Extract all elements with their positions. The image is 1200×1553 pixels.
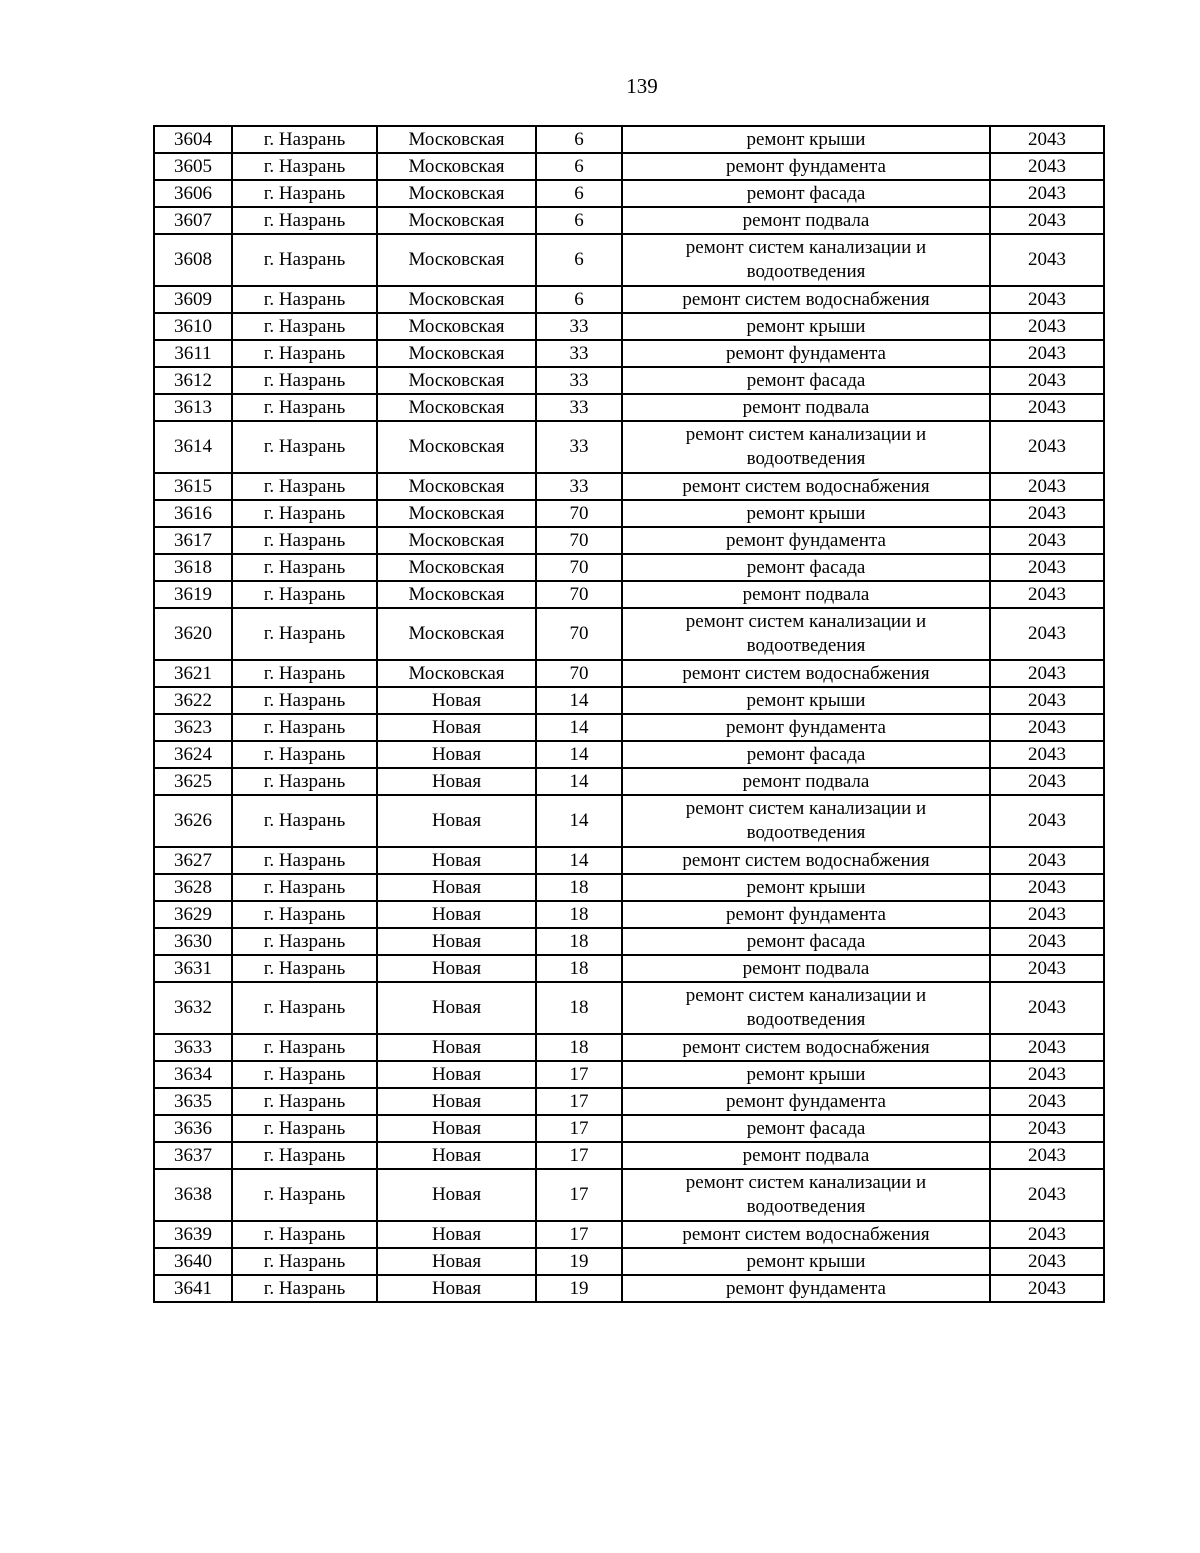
cell-house-number: 19 — [536, 1248, 622, 1275]
cell-street: Московская — [377, 313, 536, 340]
cell-year: 2043 — [990, 1061, 1104, 1088]
cell-work-type: ремонт крыши — [622, 313, 990, 340]
cell-work-type: ремонт систем водоснабжения — [622, 286, 990, 313]
table-row — [154, 1169, 1104, 1221]
cell-city: г. Назрань — [232, 421, 377, 473]
cell-year: 2043 — [990, 1115, 1104, 1142]
cell-house-number: 33 — [536, 421, 622, 473]
cell-record-number: 3612 — [154, 367, 232, 394]
table-row — [154, 928, 1104, 955]
cell-house-number: 33 — [536, 367, 622, 394]
cell-street: Новая — [377, 874, 536, 901]
table-row — [154, 847, 1104, 874]
cell-record-number: 3619 — [154, 581, 232, 608]
cell-street: Новая — [377, 1115, 536, 1142]
cell-street: Новая — [377, 901, 536, 928]
cell-city: г. Назрань — [232, 847, 377, 874]
cell-record-number: 3609 — [154, 286, 232, 313]
cell-city: г. Назрань — [232, 367, 377, 394]
cell-house-number: 70 — [536, 527, 622, 554]
cell-city: г. Назрань — [232, 1088, 377, 1115]
table-row — [154, 581, 1104, 608]
cell-record-number: 3620 — [154, 608, 232, 660]
cell-year: 2043 — [990, 153, 1104, 180]
cell-street: Московская — [377, 234, 536, 286]
cell-year: 2043 — [990, 687, 1104, 714]
cell-year: 2043 — [990, 313, 1104, 340]
cell-street: Новая — [377, 741, 536, 768]
cell-work-type: ремонт крыши — [622, 687, 990, 714]
cell-year: 2043 — [990, 660, 1104, 687]
cell-record-number: 3625 — [154, 768, 232, 795]
cell-street: Московская — [377, 608, 536, 660]
cell-year: 2043 — [990, 1088, 1104, 1115]
table-row — [154, 473, 1104, 500]
cell-record-number: 3610 — [154, 313, 232, 340]
cell-city: г. Назрань — [232, 1034, 377, 1061]
cell-work-type: ремонт фасада — [622, 741, 990, 768]
cell-year: 2043 — [990, 768, 1104, 795]
cell-year: 2043 — [990, 741, 1104, 768]
cell-record-number: 3641 — [154, 1275, 232, 1302]
cell-street: Новая — [377, 768, 536, 795]
cell-house-number: 33 — [536, 340, 622, 367]
cell-city: г. Назрань — [232, 608, 377, 660]
cell-record-number: 3614 — [154, 421, 232, 473]
cell-record-number: 3622 — [154, 687, 232, 714]
cell-house-number: 17 — [536, 1169, 622, 1221]
cell-house-number: 33 — [536, 313, 622, 340]
table-row — [154, 340, 1104, 367]
cell-city: г. Назрань — [232, 874, 377, 901]
cell-city: г. Назрань — [232, 234, 377, 286]
cell-city: г. Назрань — [232, 126, 377, 153]
cell-work-type: ремонт фундамента — [622, 1088, 990, 1115]
cell-house-number: 18 — [536, 1034, 622, 1061]
cell-year: 2043 — [990, 286, 1104, 313]
cell-city: г. Назрань — [232, 473, 377, 500]
page-number: 139 — [626, 74, 658, 98]
cell-house-number: 18 — [536, 874, 622, 901]
cell-year: 2043 — [990, 982, 1104, 1034]
table-row — [154, 687, 1104, 714]
cell-record-number: 3623 — [154, 714, 232, 741]
cell-house-number: 14 — [536, 795, 622, 847]
table-row — [154, 955, 1104, 982]
table-row — [154, 207, 1104, 234]
cell-house-number: 18 — [536, 982, 622, 1034]
cell-house-number: 18 — [536, 955, 622, 982]
cell-work-type: ремонт систем водоснабжения — [622, 847, 990, 874]
table-row — [154, 367, 1104, 394]
table-row — [154, 1034, 1104, 1061]
cell-city: г. Назрань — [232, 1275, 377, 1302]
cell-house-number: 70 — [536, 554, 622, 581]
cell-record-number: 3639 — [154, 1221, 232, 1248]
cell-house-number: 6 — [536, 126, 622, 153]
cell-year: 2043 — [990, 1275, 1104, 1302]
cell-city: г. Назрань — [232, 795, 377, 847]
cell-house-number: 17 — [536, 1088, 622, 1115]
cell-street: Московская — [377, 554, 536, 581]
cell-house-number: 70 — [536, 608, 622, 660]
cell-year: 2043 — [990, 1034, 1104, 1061]
cell-house-number: 17 — [536, 1142, 622, 1169]
table-row — [154, 1115, 1104, 1142]
cell-year: 2043 — [990, 207, 1104, 234]
cell-record-number: 3638 — [154, 1169, 232, 1221]
cell-city: г. Назрань — [232, 180, 377, 207]
cell-house-number: 18 — [536, 928, 622, 955]
cell-year: 2043 — [990, 847, 1104, 874]
cell-work-type: ремонт крыши — [622, 126, 990, 153]
cell-work-type: ремонт фундамента — [622, 1275, 990, 1302]
cell-work-type: ремонт фасада — [622, 180, 990, 207]
cell-year: 2043 — [990, 500, 1104, 527]
cell-city: г. Назрань — [232, 1169, 377, 1221]
cell-year: 2043 — [990, 126, 1104, 153]
cell-record-number: 3628 — [154, 874, 232, 901]
cell-record-number: 3630 — [154, 928, 232, 955]
cell-year: 2043 — [990, 1248, 1104, 1275]
cell-work-type: ремонт систем водоснабжения — [622, 660, 990, 687]
cell-work-type: ремонт крыши — [622, 1248, 990, 1275]
cell-record-number: 3633 — [154, 1034, 232, 1061]
cell-city: г. Назрань — [232, 527, 377, 554]
table-body — [154, 126, 1104, 1302]
table-row — [154, 1221, 1104, 1248]
cell-city: г. Назрань — [232, 1221, 377, 1248]
cell-street: Московская — [377, 367, 536, 394]
cell-city: г. Назрань — [232, 1248, 377, 1275]
table-row — [154, 795, 1104, 847]
table-row — [154, 982, 1104, 1034]
cell-record-number: 3637 — [154, 1142, 232, 1169]
cell-work-type: ремонт подвала — [622, 394, 990, 421]
cell-work-type: ремонт систем канализации и водоотведения — [622, 982, 990, 1034]
cell-record-number: 3632 — [154, 982, 232, 1034]
cell-house-number: 6 — [536, 286, 622, 313]
cell-record-number: 3640 — [154, 1248, 232, 1275]
table-row — [154, 901, 1104, 928]
cell-record-number: 3631 — [154, 955, 232, 982]
cell-city: г. Назрань — [232, 207, 377, 234]
cell-house-number: 70 — [536, 581, 622, 608]
cell-house-number: 14 — [536, 687, 622, 714]
cell-year: 2043 — [990, 795, 1104, 847]
cell-year: 2043 — [990, 527, 1104, 554]
cell-street: Новая — [377, 847, 536, 874]
table-row — [154, 1061, 1104, 1088]
cell-city: г. Назрань — [232, 1115, 377, 1142]
cell-street: Новая — [377, 955, 536, 982]
cell-house-number: 14 — [536, 768, 622, 795]
cell-year: 2043 — [990, 1169, 1104, 1221]
table-row — [154, 126, 1104, 153]
cell-work-type: ремонт фундамента — [622, 153, 990, 180]
cell-city: г. Назрань — [232, 1142, 377, 1169]
cell-year: 2043 — [990, 394, 1104, 421]
cell-year: 2043 — [990, 608, 1104, 660]
cell-city: г. Назрань — [232, 982, 377, 1034]
cell-street: Новая — [377, 928, 536, 955]
cell-record-number: 3605 — [154, 153, 232, 180]
cell-city: г. Назрань — [232, 1061, 377, 1088]
cell-year: 2043 — [990, 901, 1104, 928]
cell-record-number: 3626 — [154, 795, 232, 847]
cell-record-number: 3627 — [154, 847, 232, 874]
cell-street: Московская — [377, 340, 536, 367]
cell-year: 2043 — [990, 234, 1104, 286]
table-row — [154, 180, 1104, 207]
cell-street: Московская — [377, 660, 536, 687]
cell-work-type: ремонт подвала — [622, 955, 990, 982]
cell-year: 2043 — [990, 581, 1104, 608]
cell-record-number: 3615 — [154, 473, 232, 500]
cell-street: Московская — [377, 421, 536, 473]
cell-work-type: ремонт фундамента — [622, 340, 990, 367]
cell-year: 2043 — [990, 714, 1104, 741]
cell-work-type: ремонт подвала — [622, 1142, 990, 1169]
cell-house-number: 6 — [536, 153, 622, 180]
cell-street: Новая — [377, 1142, 536, 1169]
cell-house-number: 17 — [536, 1115, 622, 1142]
cell-city: г. Назрань — [232, 741, 377, 768]
table-row — [154, 286, 1104, 313]
cell-work-type: ремонт крыши — [622, 1061, 990, 1088]
cell-year: 2043 — [990, 1142, 1104, 1169]
cell-house-number: 6 — [536, 234, 622, 286]
cell-record-number: 3621 — [154, 660, 232, 687]
cell-work-type: ремонт фасада — [622, 554, 990, 581]
cell-work-type: ремонт систем канализации и водоотведения — [622, 608, 990, 660]
cell-record-number: 3611 — [154, 340, 232, 367]
cell-city: г. Назрань — [232, 500, 377, 527]
cell-work-type: ремонт подвала — [622, 581, 990, 608]
table-row — [154, 234, 1104, 286]
cell-street: Московская — [377, 581, 536, 608]
cell-city: г. Назрань — [232, 768, 377, 795]
cell-house-number: 6 — [536, 207, 622, 234]
cell-street: Новая — [377, 1221, 536, 1248]
repair-schedule-table — [153, 125, 1105, 1303]
cell-year: 2043 — [990, 1221, 1104, 1248]
cell-work-type: ремонт крыши — [622, 500, 990, 527]
cell-city: г. Назрань — [232, 901, 377, 928]
cell-work-type: ремонт систем водоснабжения — [622, 1034, 990, 1061]
cell-work-type: ремонт крыши — [622, 874, 990, 901]
cell-street: Новая — [377, 1169, 536, 1221]
cell-house-number: 14 — [536, 741, 622, 768]
cell-record-number: 3606 — [154, 180, 232, 207]
table-row — [154, 874, 1104, 901]
cell-street: Новая — [377, 1088, 536, 1115]
table-row — [154, 500, 1104, 527]
cell-street: Новая — [377, 1034, 536, 1061]
cell-record-number: 3604 — [154, 126, 232, 153]
cell-work-type: ремонт систем канализации и водоотведения — [622, 234, 990, 286]
cell-city: г. Назрань — [232, 340, 377, 367]
table-row — [154, 660, 1104, 687]
cell-street: Московская — [377, 286, 536, 313]
table-row — [154, 608, 1104, 660]
cell-year: 2043 — [990, 367, 1104, 394]
cell-record-number: 3607 — [154, 207, 232, 234]
cell-year: 2043 — [990, 874, 1104, 901]
table-row — [154, 1142, 1104, 1169]
cell-house-number: 17 — [536, 1061, 622, 1088]
cell-house-number: 14 — [536, 847, 622, 874]
cell-work-type: ремонт фундамента — [622, 901, 990, 928]
cell-record-number: 3617 — [154, 527, 232, 554]
cell-work-type: ремонт систем водоснабжения — [622, 473, 990, 500]
table-row — [154, 153, 1104, 180]
cell-house-number: 70 — [536, 500, 622, 527]
cell-street: Новая — [377, 687, 536, 714]
cell-record-number: 3635 — [154, 1088, 232, 1115]
cell-street: Московская — [377, 394, 536, 421]
cell-year: 2043 — [990, 473, 1104, 500]
cell-record-number: 3616 — [154, 500, 232, 527]
cell-city: г. Назрань — [232, 955, 377, 982]
cell-record-number: 3634 — [154, 1061, 232, 1088]
table-row — [154, 741, 1104, 768]
cell-city: г. Назрань — [232, 313, 377, 340]
cell-work-type: ремонт фасада — [622, 1115, 990, 1142]
table-row — [154, 1248, 1104, 1275]
cell-year: 2043 — [990, 928, 1104, 955]
cell-house-number: 33 — [536, 473, 622, 500]
cell-house-number: 33 — [536, 394, 622, 421]
cell-city: г. Назрань — [232, 554, 377, 581]
table-row — [154, 527, 1104, 554]
table-row — [154, 394, 1104, 421]
cell-record-number: 3629 — [154, 901, 232, 928]
cell-house-number: 19 — [536, 1275, 622, 1302]
cell-record-number: 3624 — [154, 741, 232, 768]
cell-house-number: 14 — [536, 714, 622, 741]
cell-street: Новая — [377, 1061, 536, 1088]
cell-street: Новая — [377, 982, 536, 1034]
cell-year: 2043 — [990, 554, 1104, 581]
cell-work-type: ремонт подвала — [622, 207, 990, 234]
table-row — [154, 1088, 1104, 1115]
cell-house-number: 18 — [536, 901, 622, 928]
cell-city: г. Назрань — [232, 714, 377, 741]
cell-work-type: ремонт фасада — [622, 928, 990, 955]
cell-city: г. Назрань — [232, 581, 377, 608]
cell-street: Новая — [377, 795, 536, 847]
table-row — [154, 554, 1104, 581]
cell-record-number: 3618 — [154, 554, 232, 581]
cell-record-number: 3636 — [154, 1115, 232, 1142]
cell-work-type: ремонт фундамента — [622, 714, 990, 741]
cell-year: 2043 — [990, 180, 1104, 207]
cell-house-number: 6 — [536, 180, 622, 207]
cell-city: г. Назрань — [232, 660, 377, 687]
cell-work-type: ремонт фундамента — [622, 527, 990, 554]
cell-city: г. Назрань — [232, 394, 377, 421]
cell-work-type: ремонт систем канализации и водоотведения — [622, 795, 990, 847]
cell-street: Московская — [377, 207, 536, 234]
cell-record-number: 3613 — [154, 394, 232, 421]
cell-house-number: 70 — [536, 660, 622, 687]
cell-work-type: ремонт фасада — [622, 367, 990, 394]
cell-street: Московская — [377, 527, 536, 554]
cell-year: 2043 — [990, 955, 1104, 982]
cell-street: Московская — [377, 126, 536, 153]
cell-work-type: ремонт систем канализации и водоотведения — [622, 421, 990, 473]
cell-street: Московская — [377, 473, 536, 500]
cell-city: г. Назрань — [232, 286, 377, 313]
table-row — [154, 714, 1104, 741]
cell-street: Новая — [377, 1248, 536, 1275]
cell-street: Новая — [377, 1275, 536, 1302]
cell-work-type: ремонт подвала — [622, 768, 990, 795]
cell-city: г. Назрань — [232, 687, 377, 714]
cell-year: 2043 — [990, 421, 1104, 473]
cell-record-number: 3608 — [154, 234, 232, 286]
table-row — [154, 768, 1104, 795]
cell-street: Московская — [377, 153, 536, 180]
cell-year: 2043 — [990, 340, 1104, 367]
cell-street: Московская — [377, 180, 536, 207]
table-row — [154, 421, 1104, 473]
cell-work-type: ремонт систем водоснабжения — [622, 1221, 990, 1248]
cell-city: г. Назрань — [232, 153, 377, 180]
cell-street: Московская — [377, 500, 536, 527]
cell-house-number: 17 — [536, 1221, 622, 1248]
table-row — [154, 313, 1104, 340]
cell-work-type: ремонт систем канализации и водоотведения — [622, 1169, 990, 1221]
cell-city: г. Назрань — [232, 928, 377, 955]
table-row — [154, 1275, 1104, 1302]
cell-street: Новая — [377, 714, 536, 741]
